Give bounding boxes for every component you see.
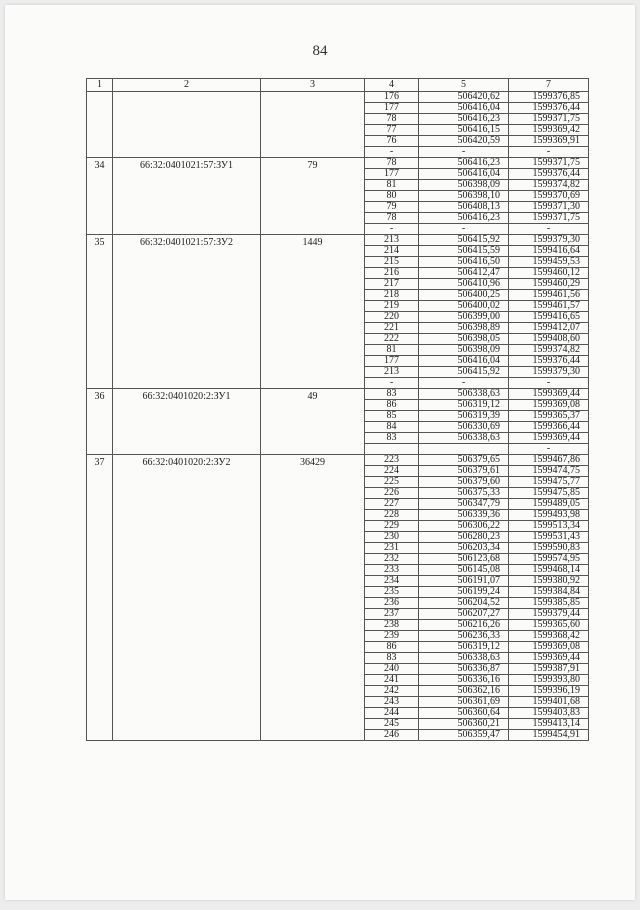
- x-coordinate-cell: 506398,05: [419, 334, 509, 345]
- point-number-cell: 222: [365, 334, 419, 345]
- x-coordinate-cell: 506416,04: [419, 169, 509, 180]
- point-number-cell: 220: [365, 312, 419, 323]
- y-coordinate-cell: 1599369,44: [509, 653, 589, 664]
- cadastral-number-cell: 66:32:0401020:2:ЗУ2: [113, 455, 261, 741]
- x-coordinate-cell: 506360,21: [419, 719, 509, 730]
- x-coordinate-cell: 506359,47: [419, 730, 509, 741]
- y-coordinate-cell: 1599474,75: [509, 466, 589, 477]
- x-coordinate-cell: 506319,12: [419, 642, 509, 653]
- x-coordinate-cell: 506379,60: [419, 477, 509, 488]
- x-coordinate-cell: 506415,92: [419, 235, 509, 246]
- table-row: [87, 158, 589, 169]
- point-number-cell: 215: [365, 257, 419, 268]
- x-coordinate-cell: 506400,02: [419, 301, 509, 312]
- table-row: [87, 389, 589, 400]
- point-number-cell: 238: [365, 620, 419, 631]
- y-coordinate-cell: -: [509, 147, 589, 158]
- table-body: [87, 92, 589, 741]
- point-number-cell: 79: [365, 202, 419, 213]
- cadastral-number-cell: 66:32:0401020:2:ЗУ1: [113, 389, 261, 455]
- point-number-cell: 83: [365, 653, 419, 664]
- point-number-cell: 84: [365, 422, 419, 433]
- x-coordinate-cell: 506207,27: [419, 609, 509, 620]
- point-number-cell: 235: [365, 587, 419, 598]
- y-coordinate-cell: 1599379,44: [509, 609, 589, 620]
- header-cell: 7: [509, 79, 589, 92]
- point-number-cell: 213: [365, 235, 419, 246]
- x-coordinate-cell: 506375,33: [419, 488, 509, 499]
- point-number-cell: 226: [365, 488, 419, 499]
- area-cell: 36429: [261, 455, 365, 741]
- point-number-cell: 230: [365, 532, 419, 543]
- y-coordinate-cell: 1599468,14: [509, 565, 589, 576]
- x-coordinate-cell: 506416,04: [419, 356, 509, 367]
- table-row: [87, 455, 589, 466]
- point-number-cell: [365, 444, 419, 455]
- point-number-cell: 225: [365, 477, 419, 488]
- x-coordinate-cell: 506338,63: [419, 389, 509, 400]
- area-cell: 79: [261, 158, 365, 235]
- y-coordinate-cell: 1599531,43: [509, 532, 589, 543]
- point-number-cell: 224: [365, 466, 419, 477]
- point-number-cell: 237: [365, 609, 419, 620]
- point-number-cell: 78: [365, 158, 419, 169]
- y-coordinate-cell: 1599374,82: [509, 345, 589, 356]
- x-coordinate-cell: 506379,61: [419, 466, 509, 477]
- y-coordinate-cell: 1599376,44: [509, 169, 589, 180]
- y-coordinate-cell: 1599365,60: [509, 620, 589, 631]
- x-coordinate-cell: 506398,10: [419, 191, 509, 202]
- y-coordinate-cell: 1599461,57: [509, 301, 589, 312]
- x-coordinate-cell: 506416,15: [419, 125, 509, 136]
- y-coordinate-cell: 1599369,44: [509, 389, 589, 400]
- x-coordinate-cell: 506347,79: [419, 499, 509, 510]
- point-number-cell: 219: [365, 301, 419, 312]
- x-coordinate-cell: 506399,00: [419, 312, 509, 323]
- header-cell: 5: [419, 79, 509, 92]
- y-coordinate-cell: 1599365,37: [509, 411, 589, 422]
- x-coordinate-cell: 506339,36: [419, 510, 509, 521]
- x-coordinate-cell: 506420,62: [419, 92, 509, 103]
- y-coordinate-cell: 1599461,56: [509, 290, 589, 301]
- point-number-cell: 81: [365, 180, 419, 191]
- x-coordinate-cell: 506204,52: [419, 598, 509, 609]
- y-coordinate-cell: 1599475,85: [509, 488, 589, 499]
- point-number-cell: 227: [365, 499, 419, 510]
- x-coordinate-cell: 506415,59: [419, 246, 509, 257]
- point-number-cell: 236: [365, 598, 419, 609]
- y-coordinate-cell: 1599412,07: [509, 323, 589, 334]
- header-cell: 4: [365, 79, 419, 92]
- y-coordinate-cell: 1599376,85: [509, 92, 589, 103]
- x-coordinate-cell: 506338,63: [419, 653, 509, 664]
- x-coordinate-cell: 506336,16: [419, 675, 509, 686]
- y-coordinate-cell: 1599374,82: [509, 180, 589, 191]
- y-coordinate-cell: 1599369,44: [509, 433, 589, 444]
- point-number-cell: 78: [365, 213, 419, 224]
- y-coordinate-cell: -: [509, 224, 589, 235]
- y-coordinate-cell: 1599489,05: [509, 499, 589, 510]
- point-number-cell: 86: [365, 642, 419, 653]
- y-coordinate-cell: 1599403,83: [509, 708, 589, 719]
- point-number-cell: -: [365, 378, 419, 389]
- table-row: [87, 235, 589, 246]
- y-coordinate-cell: 1599380,92: [509, 576, 589, 587]
- y-coordinate-cell: 1599379,30: [509, 367, 589, 378]
- point-number-cell: 229: [365, 521, 419, 532]
- x-coordinate-cell: 506319,12: [419, 400, 509, 411]
- parcel-number-cell: 34: [87, 158, 113, 235]
- x-coordinate-cell: 506203,34: [419, 543, 509, 554]
- point-number-cell: 83: [365, 433, 419, 444]
- y-coordinate-cell: 1599396,19: [509, 686, 589, 697]
- x-coordinate-cell: 506412,47: [419, 268, 509, 279]
- x-coordinate-cell: 506416,23: [419, 213, 509, 224]
- y-coordinate-cell: 1599379,30: [509, 235, 589, 246]
- x-coordinate-cell: [419, 444, 509, 455]
- point-number-cell: 85: [365, 411, 419, 422]
- y-coordinate-cell: 1599385,85: [509, 598, 589, 609]
- y-coordinate-cell: 1599371,75: [509, 114, 589, 125]
- point-number-cell: 214: [365, 246, 419, 257]
- x-coordinate-cell: 506400,25: [419, 290, 509, 301]
- header-cell: 3: [261, 79, 365, 92]
- y-coordinate-cell: 1599369,91: [509, 136, 589, 147]
- table-row: [87, 92, 589, 103]
- point-number-cell: 245: [365, 719, 419, 730]
- x-coordinate-cell: 506415,92: [419, 367, 509, 378]
- point-number-cell: 81: [365, 345, 419, 356]
- y-coordinate-cell: 1599393,80: [509, 675, 589, 686]
- x-coordinate-cell: 506398,89: [419, 323, 509, 334]
- y-coordinate-cell: 1599401,68: [509, 697, 589, 708]
- x-coordinate-cell: 506123,68: [419, 554, 509, 565]
- point-number-cell: 217: [365, 279, 419, 290]
- point-number-cell: 76: [365, 136, 419, 147]
- y-coordinate-cell: 1599459,53: [509, 257, 589, 268]
- x-coordinate-cell: 506306,22: [419, 521, 509, 532]
- y-coordinate-cell: 1599371,30: [509, 202, 589, 213]
- x-coordinate-cell: 506336,87: [419, 664, 509, 675]
- parcel-number-cell: 37: [87, 455, 113, 741]
- point-number-cell: 216: [365, 268, 419, 279]
- y-coordinate-cell: 1599369,42: [509, 125, 589, 136]
- area-cell: 1449: [261, 235, 365, 389]
- point-number-cell: 234: [365, 576, 419, 587]
- x-coordinate-cell: 506216,26: [419, 620, 509, 631]
- point-number-cell: 243: [365, 697, 419, 708]
- y-coordinate-cell: 1599371,75: [509, 158, 589, 169]
- y-coordinate-cell: 1599590,83: [509, 543, 589, 554]
- x-coordinate-cell: 506420,59: [419, 136, 509, 147]
- x-coordinate-cell: -: [419, 378, 509, 389]
- y-coordinate-cell: 1599413,14: [509, 719, 589, 730]
- y-coordinate-cell: 1599513,34: [509, 521, 589, 532]
- x-coordinate-cell: 506199,24: [419, 587, 509, 598]
- y-coordinate-cell: 1599416,65: [509, 312, 589, 323]
- y-coordinate-cell: 1599370,69: [509, 191, 589, 202]
- y-coordinate-cell: 1599368,42: [509, 631, 589, 642]
- header-cell: 1: [87, 79, 113, 92]
- x-coordinate-cell: 506280,23: [419, 532, 509, 543]
- point-number-cell: 228: [365, 510, 419, 521]
- y-coordinate-cell: 1599369,08: [509, 642, 589, 653]
- point-number-cell: 231: [365, 543, 419, 554]
- point-number-cell: 177: [365, 356, 419, 367]
- y-coordinate-cell: 1599369,08: [509, 400, 589, 411]
- point-number-cell: 177: [365, 103, 419, 114]
- x-coordinate-cell: 506379,65: [419, 455, 509, 466]
- coordinates-table: [86, 78, 589, 741]
- point-number-cell: 239: [365, 631, 419, 642]
- x-coordinate-cell: 506338,63: [419, 433, 509, 444]
- y-coordinate-cell: 1599376,44: [509, 356, 589, 367]
- x-coordinate-cell: 506145,08: [419, 565, 509, 576]
- y-coordinate-cell: 1599475,77: [509, 477, 589, 488]
- point-number-cell: 223: [365, 455, 419, 466]
- cadastral-number-cell: 66:32:0401021:57:ЗУ2: [113, 235, 261, 389]
- y-coordinate-cell: 1599454,91: [509, 730, 589, 741]
- cadastral-number-cell: [113, 92, 261, 158]
- header-cell: 2: [113, 79, 261, 92]
- point-number-cell: 221: [365, 323, 419, 334]
- table-header-row: [87, 79, 589, 92]
- point-number-cell: 246: [365, 730, 419, 741]
- y-coordinate-cell: 1599376,44: [509, 103, 589, 114]
- x-coordinate-cell: 506408,13: [419, 202, 509, 213]
- x-coordinate-cell: -: [419, 147, 509, 158]
- point-number-cell: 232: [365, 554, 419, 565]
- y-coordinate-cell: 1599366,44: [509, 422, 589, 433]
- point-number-cell: -: [365, 147, 419, 158]
- point-number-cell: 240: [365, 664, 419, 675]
- x-coordinate-cell: 506361,69: [419, 697, 509, 708]
- parcel-number-cell: 36: [87, 389, 113, 455]
- y-coordinate-cell: 1599460,29: [509, 279, 589, 290]
- document-page: [5, 5, 635, 900]
- x-coordinate-cell: 506319,39: [419, 411, 509, 422]
- x-coordinate-cell: 506330,69: [419, 422, 509, 433]
- x-coordinate-cell: -: [419, 224, 509, 235]
- x-coordinate-cell: 506410,96: [419, 279, 509, 290]
- y-coordinate-cell: 1599387,91: [509, 664, 589, 675]
- y-coordinate-cell: 1599493,98: [509, 510, 589, 521]
- y-coordinate-cell: 1599467,86: [509, 455, 589, 466]
- x-coordinate-cell: 506416,23: [419, 114, 509, 125]
- x-coordinate-cell: 506398,09: [419, 345, 509, 356]
- point-number-cell: 213: [365, 367, 419, 378]
- x-coordinate-cell: 506191,07: [419, 576, 509, 587]
- y-coordinate-cell: 1599574,95: [509, 554, 589, 565]
- x-coordinate-cell: 506398,09: [419, 180, 509, 191]
- point-number-cell: 242: [365, 686, 419, 697]
- point-number-cell: 218: [365, 290, 419, 301]
- point-number-cell: 177: [365, 169, 419, 180]
- y-coordinate-cell: 1599416,64: [509, 246, 589, 257]
- y-coordinate-cell: 1599384,84: [509, 587, 589, 598]
- page-number: 84: [312, 43, 328, 59]
- parcel-number-cell: [87, 92, 113, 158]
- coordinates-table-wrapper: [86, 78, 588, 741]
- y-coordinate-cell: 1599371,75: [509, 213, 589, 224]
- point-number-cell: 241: [365, 675, 419, 686]
- x-coordinate-cell: 506416,50: [419, 257, 509, 268]
- point-number-cell: 233: [365, 565, 419, 576]
- y-coordinate-cell: 1599460,12: [509, 268, 589, 279]
- y-coordinate-cell: -: [509, 444, 589, 455]
- x-coordinate-cell: 506416,23: [419, 158, 509, 169]
- x-coordinate-cell: 506416,04: [419, 103, 509, 114]
- cadastral-number-cell: 66:32:0401021:57:ЗУ1: [113, 158, 261, 235]
- x-coordinate-cell: 506360,64: [419, 708, 509, 719]
- area-cell: [261, 92, 365, 158]
- point-number-cell: 86: [365, 400, 419, 411]
- point-number-cell: 83: [365, 389, 419, 400]
- y-coordinate-cell: 1599408,60: [509, 334, 589, 345]
- parcel-number-cell: 35: [87, 235, 113, 389]
- point-number-cell: 78: [365, 114, 419, 125]
- x-coordinate-cell: 506362,16: [419, 686, 509, 697]
- x-coordinate-cell: 506236,33: [419, 631, 509, 642]
- y-coordinate-cell: -: [509, 378, 589, 389]
- point-number-cell: -: [365, 224, 419, 235]
- area-cell: 49: [261, 389, 365, 455]
- point-number-cell: 176: [365, 92, 419, 103]
- point-number-cell: 77: [365, 125, 419, 136]
- point-number-cell: 80: [365, 191, 419, 202]
- point-number-cell: 244: [365, 708, 419, 719]
